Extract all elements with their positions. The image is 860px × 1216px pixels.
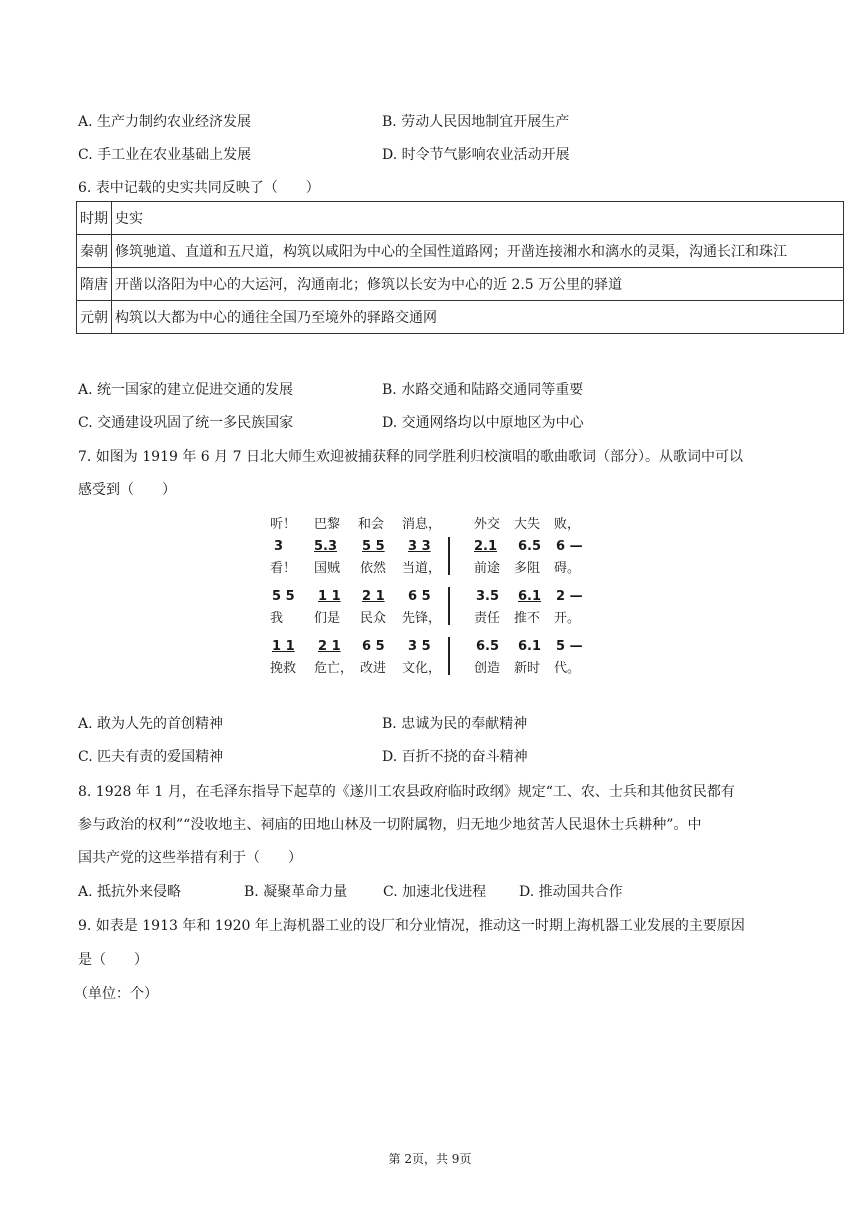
q6-option-a: A. 统一国家的建立促进交通的发展 (78, 382, 294, 398)
q7-option-c: C. 匹夫有责的爱国精神 (78, 749, 224, 765)
table-cell: 构筑以大都为中心的通往全国乃至境外的驿路交通网 (112, 301, 844, 334)
q8-stem-line1: 8. 1928 年 1 月，在毛泽东指导下起草的《遂川工农县政府临时政纲》规定“工、农、士兵和其他贫民都有 (78, 784, 735, 800)
song-score-image (262, 505, 592, 680)
score-note: 6.5 (476, 639, 500, 654)
score-note: 6 5 (408, 589, 431, 604)
score-note: 3 5 (408, 639, 431, 654)
score-lyric: 危亡， (314, 661, 354, 676)
q7-option-a: A. 敢为人先的首创精神 (78, 716, 224, 732)
score-lyric: 败， (554, 517, 581, 532)
score-note: 2 1 (318, 639, 341, 654)
q8-option-b: B. 凝聚革命力量 (244, 884, 348, 900)
score-lyric: 听！ (270, 517, 297, 532)
score-note: 1 1 (318, 589, 341, 604)
score-lyric: 大失 (514, 517, 541, 532)
score-lyric: 碍。 (554, 561, 581, 576)
score-lyric: 前途 (474, 561, 501, 576)
score-lyric: 推不 (514, 611, 541, 626)
table-header-cell: 时期 (77, 202, 112, 235)
q5-option-d: D. 时令节气影响农业活动开展 (382, 147, 570, 163)
q6-option-c: C. 交通建设巩固了统一多民族国家 (78, 415, 294, 431)
score-note: 6 5 (362, 639, 385, 654)
q9-unit-label: （单位：个） (74, 986, 158, 1002)
q7-option-d: D. 百折不挠的奋斗精神 (382, 749, 528, 765)
page-footer: 第 2页，共 9页 (388, 1152, 472, 1166)
table-cell: 秦朝 (77, 235, 112, 268)
table-row (77, 235, 844, 268)
table-cell: 隋唐 (77, 268, 112, 301)
history-table (76, 201, 844, 334)
q6-stem: 6. 表中记载的史实共同反映了（ ） (78, 180, 320, 196)
score-lyric: 民众 (360, 611, 387, 626)
score-lyric: 挽救 (270, 661, 297, 676)
q8-stem-line2: 参与政治的权利”“没收地主、祠庙的田地山林及一切附属物，归无地少地贫苦人民退休士兵耕种”。中 (78, 817, 702, 833)
score-lyrics-row (262, 513, 592, 532)
q8-stem-line3: 国共产党的这些举措有利于（ ） (78, 850, 302, 866)
score-lyric: 我 (270, 611, 284, 626)
score-note: 3 3 (408, 539, 431, 554)
q7-stem-line2: 感受到（ ） (78, 482, 176, 498)
score-lyric: 们是 (314, 611, 341, 626)
score-lyric: 和会 (358, 517, 385, 532)
score-lyric: 外交 (474, 517, 501, 532)
q5-option-c: C. 手工业在农业基础上发展 (78, 147, 252, 163)
q6-option-d: D. 交通网络均以中原地区为中心 (382, 415, 584, 431)
score-lyrics-row (262, 557, 592, 576)
q5-option-a: A. 生产力制约农业经济发展 (78, 114, 252, 130)
table-cell: 修筑驰道、直道和五尺道，构筑以咸阳为中心的全国性道路网；开凿连接湘水和漓水的灵渠，沟通长江和珠江 (112, 235, 844, 268)
score-note: 5 5 (272, 589, 295, 604)
score-lyric: 国贼 (314, 561, 341, 576)
score-note: 2.1 (474, 539, 498, 554)
score-lyric: 巴黎 (314, 517, 341, 532)
score-notes-row (262, 539, 592, 555)
q7-option-b: B. 忠诚为民的奉献精神 (382, 716, 528, 732)
score-note: 3 (274, 539, 284, 554)
score-note: 2 1 (362, 589, 385, 604)
table-header-row (77, 202, 844, 235)
score-lyric: 依然 (360, 561, 387, 576)
score-bar-line (448, 587, 450, 625)
score-notes-row (262, 589, 592, 605)
score-note: 3.5 (476, 589, 500, 604)
score-bar-line (448, 637, 450, 675)
score-lyric: 改进 (360, 661, 387, 676)
score-bar-line (448, 537, 450, 575)
score-lyric: 看！ (270, 561, 297, 576)
score-lyric: 开。 (554, 611, 581, 626)
q7-stem-line1: 7. 如图为 1919 年 6 月 7 日北大师生欢迎被捕获释的同学胜利归校演唱的歌曲歌词（部分）。从歌词中可以 (78, 449, 743, 465)
score-lyric: 当道， (402, 561, 442, 576)
score-lyric: 责任 (474, 611, 501, 626)
score-lyrics-row (262, 607, 592, 626)
score-lyric: 创造 (474, 661, 501, 676)
score-lyric: 新时 (514, 661, 541, 676)
score-note: 6 — (556, 539, 583, 554)
q8-option-d: D. 推动国共合作 (519, 884, 623, 900)
score-lyric: 文化， (402, 661, 442, 676)
score-note: 5.3 (314, 539, 338, 554)
table-header-cell: 史实 (112, 202, 844, 235)
score-note: 5 5 (362, 539, 385, 554)
score-notes-row (262, 639, 592, 655)
score-note: 6.1 (518, 589, 542, 604)
score-note: 5 — (556, 639, 583, 654)
score-lyric: 消息， (402, 517, 442, 532)
table-row (77, 301, 844, 334)
q8-option-a: A. 抵抗外来侵略 (78, 884, 182, 900)
score-note: 2 — (556, 589, 583, 604)
score-note: 1 1 (272, 639, 295, 654)
table-cell: 开凿以洛阳为中心的大运河，沟通南北；修筑以长安为中心的近 2.5 万公里的驿道 (112, 268, 844, 301)
q5-option-b: B. 劳动人民因地制宜开展生产 (382, 114, 570, 130)
table-row (77, 268, 844, 301)
table-cell: 元朝 (77, 301, 112, 334)
q8-option-c: C. 加速北伐进程 (383, 884, 487, 900)
score-lyrics-row (262, 657, 592, 676)
q9-stem-line1: 9. 如表是 1913 年和 1920 年上海机器工业的设厂和分业情况，推动这一时期上海机器工业发展的主要原因 (78, 918, 745, 934)
q9-stem-line2: 是（ ） (78, 952, 148, 968)
q6-option-b: B. 水路交通和陆路交通同等重要 (382, 382, 584, 398)
score-lyric: 多阻 (514, 561, 541, 576)
score-note: 6.1 (518, 639, 542, 654)
score-note: 6.5 (518, 539, 542, 554)
score-lyric: 代。 (554, 661, 581, 676)
score-lyric: 先锋， (402, 611, 442, 626)
